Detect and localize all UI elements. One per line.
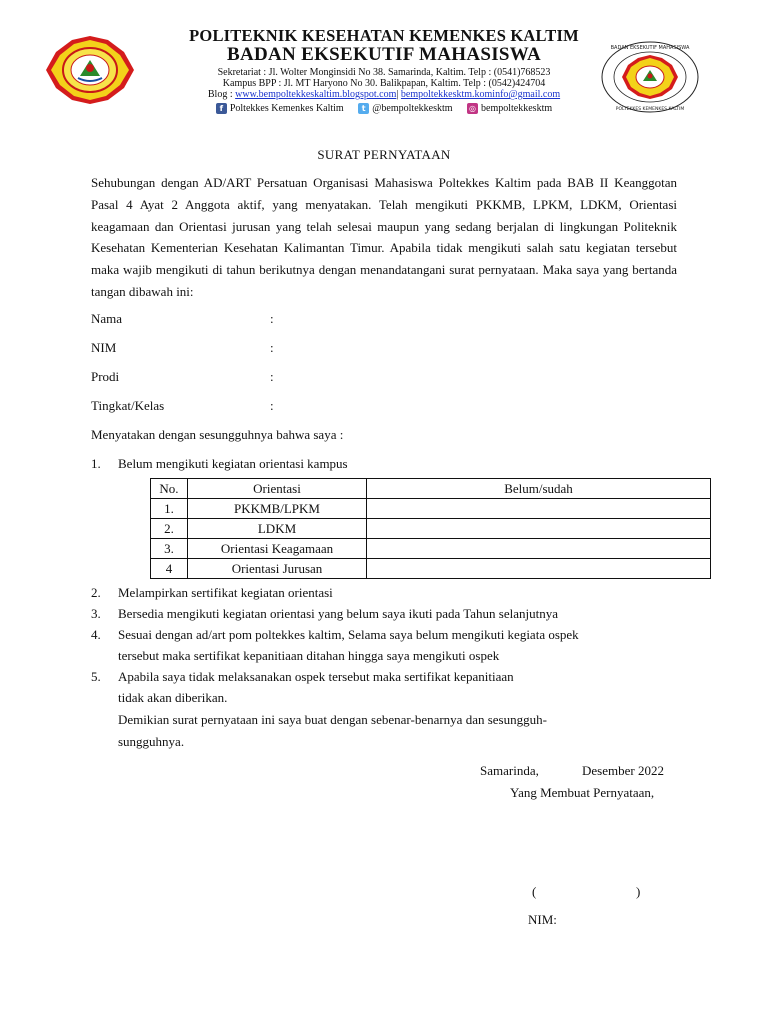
signer-nim-label: NIM: (528, 912, 557, 927)
table-row (151, 519, 711, 539)
facebook-handle[interactable]: Poltekkes Kemenkes Kaltim (229, 103, 344, 115)
name-paren-open: ( (532, 884, 537, 899)
table-cell-no: 4 (151, 559, 188, 579)
table-row (151, 539, 711, 559)
table-cell-status[interactable] (367, 499, 711, 519)
list-item: Melampirkan sertifikat kegiatan orientasi (118, 585, 333, 600)
declaration-line: Menyatakan dengan sesungguhnya bahwa saya : (91, 427, 344, 442)
signer-label: Yang Membuat Pernyataan, (510, 785, 655, 800)
blog-label: Blog : (207, 89, 236, 100)
table-cell-no: 2. (151, 519, 188, 539)
twitter-icon: t (358, 103, 369, 114)
list-number: 1. (91, 456, 101, 471)
list-number: 3. (91, 606, 101, 621)
table-header-row (151, 479, 711, 499)
blog-line (0, 89, 768, 101)
blog-separator: | (396, 89, 401, 100)
list-item-continued: tidak akan diberikan. (118, 690, 228, 705)
field-colon: : (270, 311, 274, 326)
name-paren-close: ) (636, 884, 641, 899)
table-cell-orientasi: PKKMB/LPKM (188, 499, 367, 519)
campus-address: Kampus BPP : Jl. MT Haryono No 30. Balikpapan, Kaltim. Telp : (0542)424704 (222, 78, 546, 89)
field-colon: : (270, 340, 274, 355)
institution-name: POLITEKNIK KESEHATAN KEMENKES KALTIM (189, 26, 579, 45)
instagram-icon: ◎ (467, 103, 478, 114)
intro-paragraph: Sehubungan dengan AD/ART Persatuan Organisasi Mahasiswa Poltekkes Kaltim pada BAB II Keanggotan Pasal 4 Ayat 2 Anggota aktif, yang menyatakan. Telah mengikuti PKKMB, LPKM, LDKM, Orientasi keagamaan dan Orientasi jurusan yang telah selesai maupun yang sedang berjalan di lingkungan Politeknik Kesehatan Kementerian Kesehatan Kalimantan Timur. Apabila tidak mengikuti salah satu kegiatan tersebut maka wajib mengikuti di tahun berikutnya dengan menandatangani surat pernyataan. Maka saya yang bertanda tangan dibawah ini: (91, 175, 677, 299)
field-label-nama: Nama (91, 311, 123, 326)
orientation-table (150, 478, 711, 579)
signature-place: Samarinda, (480, 763, 539, 778)
list-number: 4. (91, 627, 101, 642)
social-line (0, 103, 768, 114)
list-number: 5. (91, 669, 101, 684)
table-cell-status[interactable] (367, 539, 711, 559)
table-row (151, 559, 711, 579)
closing-statement: Demikian surat pernyataan ini saya buat dengan sebenar-benarnya dan sesungguh- (118, 712, 547, 727)
svg-text:POLTEKKES KEMENKES KALTIM: POLTEKKES KEMENKES KALTIM (615, 107, 685, 112)
table-cell-orientasi: Orientasi Keagamaan (188, 539, 367, 559)
list-item: Sesuai dengan ad/art pom poltekkes kaltim, Selama saya belum mengikuti kegiata ospek (118, 627, 579, 642)
list-item-continued: tersebut maka sertifikat kepanitiaan ditahan hingga saya mengikuti ospek (118, 648, 500, 663)
field-label-prodi: Prodi (91, 369, 120, 384)
field-label-tingkat: Tingkat/Kelas (91, 398, 165, 413)
table-cell-status[interactable] (367, 559, 711, 579)
blog-link[interactable]: www.bempoltekkeskaltim.blogspot.com (235, 89, 397, 100)
email-link[interactable]: bempoltekkesktm.kominfo@gmail.com (400, 89, 561, 100)
table-cell-orientasi: Orientasi Jurusan (188, 559, 367, 579)
table-cell-no: 1. (151, 499, 188, 519)
field-label-nim: NIM (91, 340, 117, 355)
list-item: Belum mengikuti kegiatan orientasi kampus (118, 456, 348, 471)
table-header-orientasi: Orientasi (188, 479, 367, 499)
twitter-handle[interactable]: @bempoltekkesktm (372, 103, 453, 115)
table-header-no: No. (151, 479, 188, 499)
table-cell-orientasi: LDKM (188, 519, 367, 539)
table-cell-status[interactable] (367, 519, 711, 539)
closing-statement-continued: sungguhnya. (118, 734, 185, 749)
svg-text:BADAN EKSEKUTIF MAHASISWA: BADAN EKSEKUTIF MAHASISWA (610, 45, 690, 51)
facebook-icon: f (216, 103, 227, 114)
table-header-status: Belum/sudah (367, 479, 711, 499)
signature-date: Desember 2022 (582, 763, 664, 778)
document-title: SURAT PERNYATAAN (317, 147, 451, 162)
table-row (151, 499, 711, 519)
table-cell-no: 3. (151, 539, 188, 559)
organization-name: BADAN EKSEKUTIF MAHASISWA (226, 44, 541, 65)
list-number: 2. (91, 585, 101, 600)
field-colon: : (270, 369, 274, 384)
instagram-handle[interactable]: bempoltekkesktm (481, 103, 553, 115)
list-item: Bersedia mengikuti kegiatan orientasi yang belum saya ikuti pada Tahun selanjutnya (118, 606, 559, 621)
field-colon: : (270, 398, 274, 413)
secretariat-address: Sekretariat : Jl. Wolter Monginsidi No 38. Samarinda, Kaltim. Telp : (0541)768523 (217, 67, 551, 78)
list-item: Apabila saya tidak melaksanakan ospek tersebut maka sertifikat kepanitiaan (118, 669, 514, 684)
